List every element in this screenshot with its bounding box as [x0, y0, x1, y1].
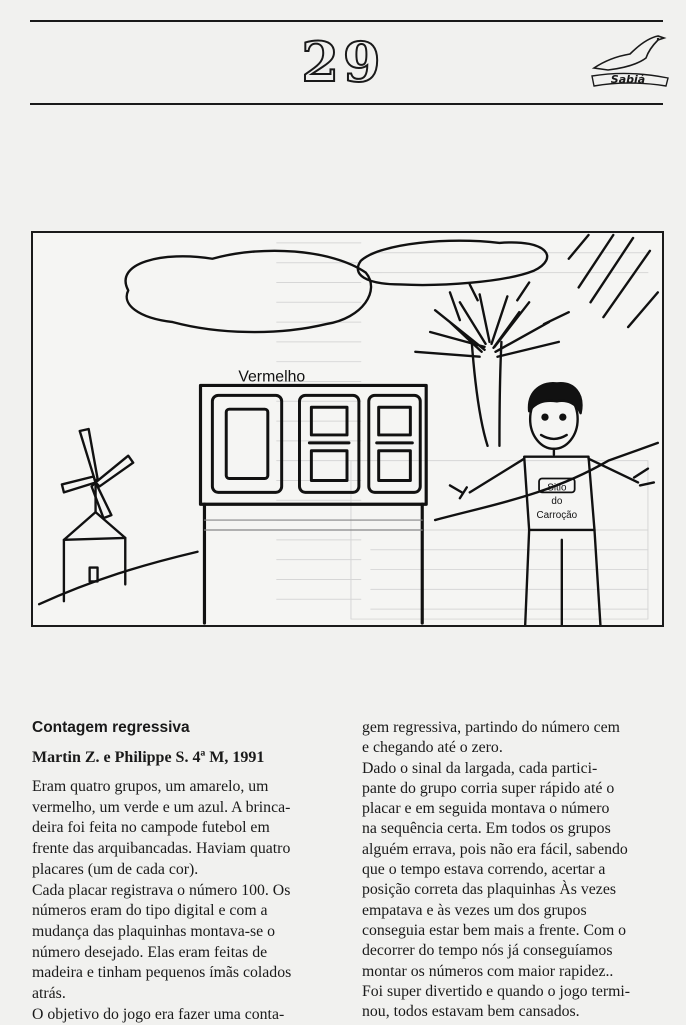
text-line: Dado o sinal da largada, cada partici-	[362, 759, 598, 777]
right-column-body	[362, 718, 668, 1022]
text-line: mudança das plaquinhas montava-se o	[32, 922, 276, 940]
scoreboard	[201, 368, 427, 623]
text-line: empatava e às vezes um dos grupos	[362, 901, 587, 919]
text-line: madeira e tinham pequenos ímãs colados	[32, 964, 292, 982]
text-line: pante do grupo corria super rápido até o	[362, 779, 615, 797]
shirt-text-line-2: do	[551, 496, 563, 508]
cloud-small	[358, 241, 547, 285]
text-line: gem regressiva, partindo do número cem	[362, 719, 620, 736]
article-byline: Martin Z. e Philippe S. 4ª M, 1991	[32, 749, 265, 766]
text-line: e chegando até o zero.	[362, 739, 503, 757]
text-line: atrás.	[32, 985, 66, 1003]
logo-wordmark: Sabiá	[610, 73, 646, 86]
article-left-column	[32, 718, 328, 1025]
sun-rays	[569, 235, 658, 327]
text-line: placares (um de cada cor).	[32, 860, 199, 878]
article-title: Contagem regressiva	[32, 719, 190, 736]
header-bottom-rule	[30, 103, 663, 105]
text-line: montar os números com maior rapidez..	[362, 962, 614, 980]
text-line: deira foi feita no campode futebol em	[32, 819, 270, 837]
page-number: 29	[301, 30, 385, 94]
windmill	[62, 429, 133, 601]
text-line: frente das arquibancadas. Haviam quatro	[32, 840, 291, 858]
tree	[415, 282, 568, 445]
text-line: placar e em seguida montava o número	[362, 800, 610, 818]
shirt-text-line-1: Sitio	[547, 482, 567, 494]
shirt-text-line-3: Carroção	[536, 510, 578, 522]
text-line: que o tempo estava correndo, acertar a	[362, 861, 606, 879]
text-line: alguém errava, pois não era fácil, sabendo	[362, 840, 628, 858]
text-line: Cada placar registrava o número 100. Os	[32, 881, 291, 899]
text-line: número desejado. Elas eram feitas de	[32, 943, 268, 961]
text-line: vermelho, um verde e um azul. A brinca-	[32, 798, 291, 816]
text-line: nou, todos estavam bem cansados.	[362, 1003, 580, 1021]
text-line: números eram do tipo digital e com a	[32, 902, 268, 920]
text-line: posição correta das plaquinhas Às vezes	[362, 881, 616, 899]
scoreboard-label: Vermelho	[238, 368, 306, 386]
article-right-column	[362, 718, 668, 1022]
text-line: conseguia estar bem mais a frente. Com o	[362, 921, 627, 939]
text-line: decorrer do tempo nós já conseguíamos	[362, 942, 613, 960]
text-line: Foi super divertido e quando o jogo termi-	[362, 982, 631, 1000]
child-drawing-illustration	[31, 231, 664, 627]
text-line: na sequência certa. Em todos os grupos	[362, 820, 611, 838]
text-line: Eram quatro grupos, um amarelo, um	[32, 778, 269, 795]
sabia-bird-logo	[588, 30, 670, 92]
left-column-body	[32, 777, 328, 1025]
top-rule	[30, 20, 663, 22]
text-line: O objetivo do jogo era fazer uma conta-	[32, 1005, 285, 1023]
